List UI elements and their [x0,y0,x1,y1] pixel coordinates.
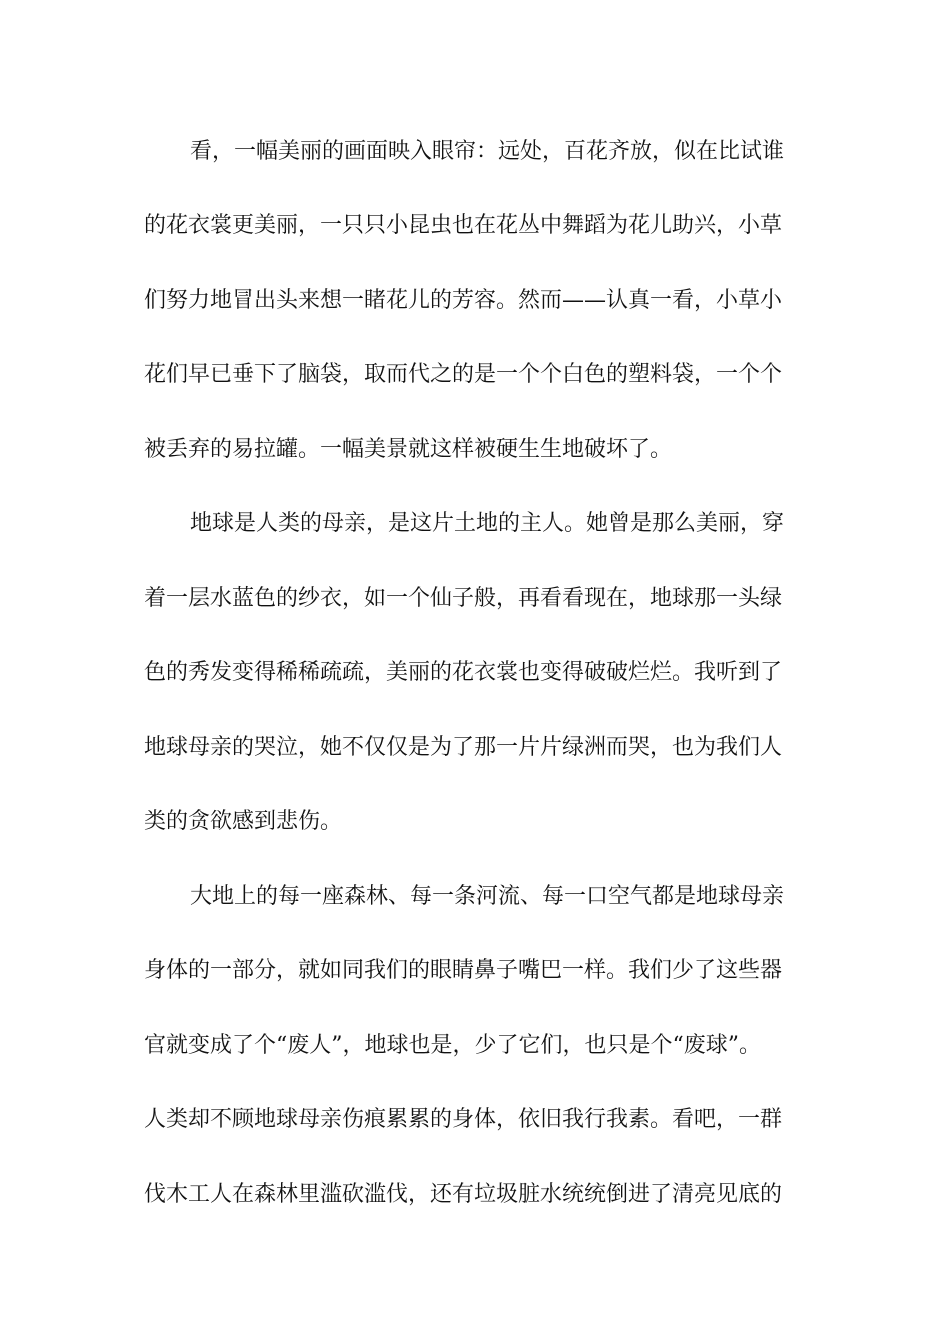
paragraph-2-line-3: 色的秀发变得稀稀疏疏，美丽的花衣裳也变得破破烂烂。我听到了 [144,660,783,685]
paragraph-2-line-4: 地球母亲的哭泣，她不仅仅是为了那一片片绿洲而哭，也为我们人 [144,735,783,760]
paragraph-3-line-3: 官就变成了个“废人”，地球也是，少了它们，也只是个“废球”。 [144,1033,761,1058]
paragraph-1-line-2: 的花衣裳更美丽，一只只小昆虫也在花丛中舞蹈为花儿助兴，小草 [144,213,783,238]
paragraph-1-line-5: 被丢弃的易拉罐。一幅美景就这样被硬生生地破坏了。 [144,437,673,462]
paragraph-1-line-4: 花们早已垂下了脑袋，取而代之的是一个个白色的塑料袋，一个个 [144,362,783,387]
paragraph-3-line-5: 伐木工人在森林里滥砍滥伐，还有垃圾脏水统统倒进了清亮见底的 [144,1182,783,1207]
paragraph-2-line-5: 类的贪欲感到悲伤。 [144,809,343,834]
paragraph-1-line-1: 看，一幅美丽的画面映入眼帘：远处，百花齐放，似在比试谁 [190,139,785,164]
paragraph-3-line-2: 身体的一部分，就如同我们的眼睛鼻子嘴巴一样。我们少了这些器 [144,958,783,983]
paragraph-2-line-1: 地球是人类的母亲，是这片土地的主人。她曾是那么美丽，穿 [190,511,785,536]
paragraph-2-line-2: 着一层水蓝色的纱衣，如一个仙子般，再看看现在，地球那一头绿 [144,586,783,611]
paragraph-3-line-1: 大地上的每一座森林、每一条河流、每一口空气都是地球母亲 [190,884,785,909]
paragraph-1-line-3: 们努力地冒出头来想一睹花儿的芳容。然而——认真一看，小草小 [144,288,783,313]
paragraph-3-line-4: 人类却不顾地球母亲伤痕累累的身体，依旧我行我素。看吧，一群 [144,1107,783,1132]
